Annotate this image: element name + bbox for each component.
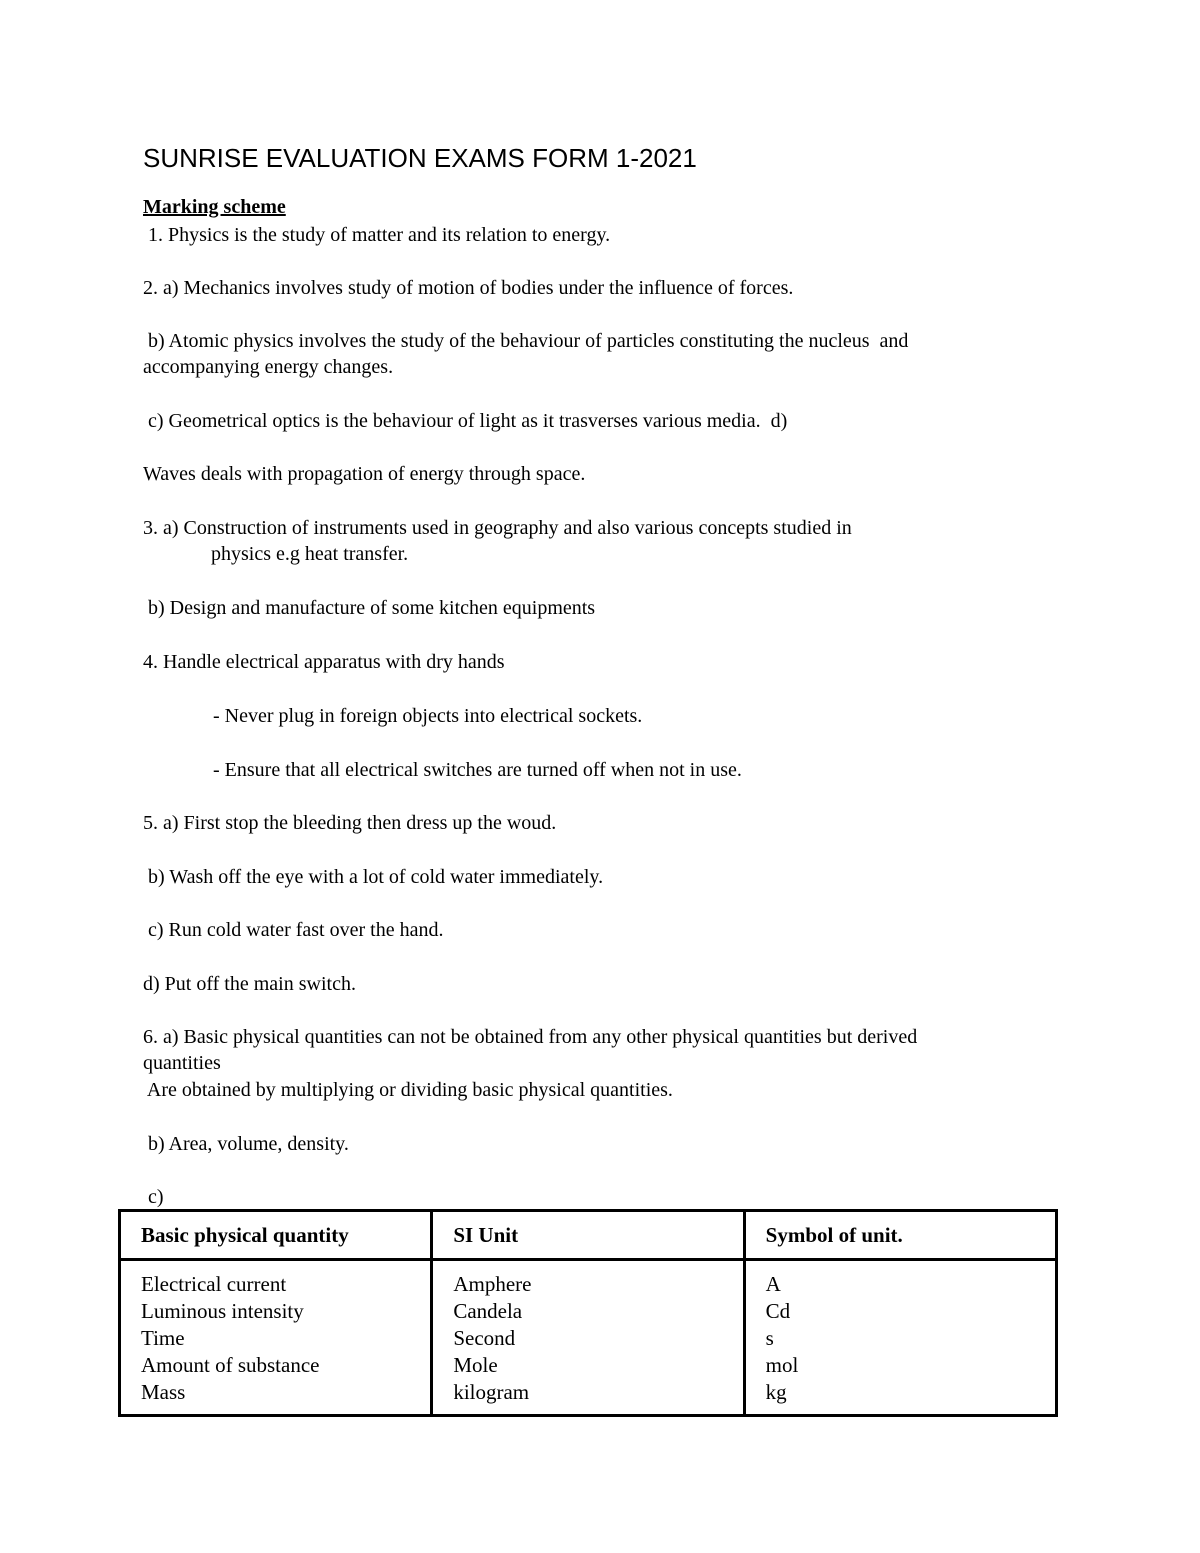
table-cell: Mass xyxy=(141,1380,186,1404)
answer-line: b) Atomic physics involves the study of the behaviour of particles constituting the nucleus and xyxy=(143,330,909,352)
table-cell: Mole xyxy=(453,1353,498,1377)
answer-line: Waves deals with propagation of energy through space. xyxy=(143,463,586,485)
section-heading: Marking scheme xyxy=(143,196,286,218)
answer-line: b) Design and manufacture of some kitchen equipments xyxy=(143,597,596,619)
column-header: Symbol of unit. xyxy=(744,1211,1056,1260)
table-cell: kilogram xyxy=(453,1380,530,1404)
answer-line: Are obtained by multiplying or dividing basic physical quantities. xyxy=(143,1079,673,1101)
symbol-column xyxy=(744,1260,1056,1416)
table-row xyxy=(120,1260,1057,1416)
table-cell: Electrical current xyxy=(141,1272,287,1296)
table-cell: mol xyxy=(765,1353,799,1377)
answer-line: 5. a) First stop the bleeding then dress up the woud. xyxy=(143,812,557,834)
answer-line: c) xyxy=(143,1186,164,1208)
unit-column xyxy=(432,1260,744,1416)
answer-line: accompanying energy changes. xyxy=(143,356,394,378)
answer-line: - Ensure that all electrical switches are turned off when not in use. xyxy=(213,759,742,781)
table-cell: Amphere xyxy=(453,1272,532,1296)
table-cell: s xyxy=(765,1326,774,1350)
answer-line: 2. a) Mechanics involves study of motion of bodies under the influence of forces. xyxy=(143,277,794,299)
table-cell: Time xyxy=(141,1326,185,1350)
table-cell: kg xyxy=(765,1380,787,1404)
answer-line: 1. Physics is the study of matter and its relation to energy. xyxy=(143,224,611,246)
table-cell: Luminous intensity xyxy=(141,1299,304,1323)
table-cell: Candela xyxy=(453,1299,523,1323)
table-cell: Amount of substance xyxy=(141,1353,320,1377)
column-header: Basic physical quantity xyxy=(120,1211,432,1260)
table-cell: A xyxy=(765,1272,781,1296)
answer-line: c) Geometrical optics is the behaviour of light as it trasverses various media. d) xyxy=(143,410,788,432)
answer-line: b) Area, volume, density. xyxy=(143,1133,349,1155)
column-header: SI Unit xyxy=(432,1211,744,1260)
answer-line: 6. a) Basic physical quantities can not be obtained from any other physical quantities but derived xyxy=(143,1026,918,1048)
answer-line: 3. a) Construction of instruments used in geography and also various concepts studied in xyxy=(143,517,852,539)
table-header-row xyxy=(120,1211,1057,1260)
answer-line: quantities xyxy=(143,1052,221,1074)
answer-line: b) Wash off the eye with a lot of cold water immediately. xyxy=(143,866,604,888)
table-cell: Second xyxy=(453,1326,516,1350)
answer-line: c) Run cold water fast over the hand. xyxy=(143,919,444,941)
answer-line: physics e.g heat transfer. xyxy=(211,543,409,565)
quantity-column xyxy=(120,1260,432,1416)
page-title: SUNRISE EVALUATION EXAMS FORM 1-2021 xyxy=(143,143,697,173)
answer-line: d) Put off the main switch. xyxy=(143,973,356,995)
answer-line: - Never plug in foreign objects into electrical sockets. xyxy=(213,705,643,727)
table-cell: Cd xyxy=(765,1299,791,1323)
si-units-table xyxy=(118,1209,1058,1417)
answer-line: 4. Handle electrical apparatus with dry hands xyxy=(143,651,505,673)
